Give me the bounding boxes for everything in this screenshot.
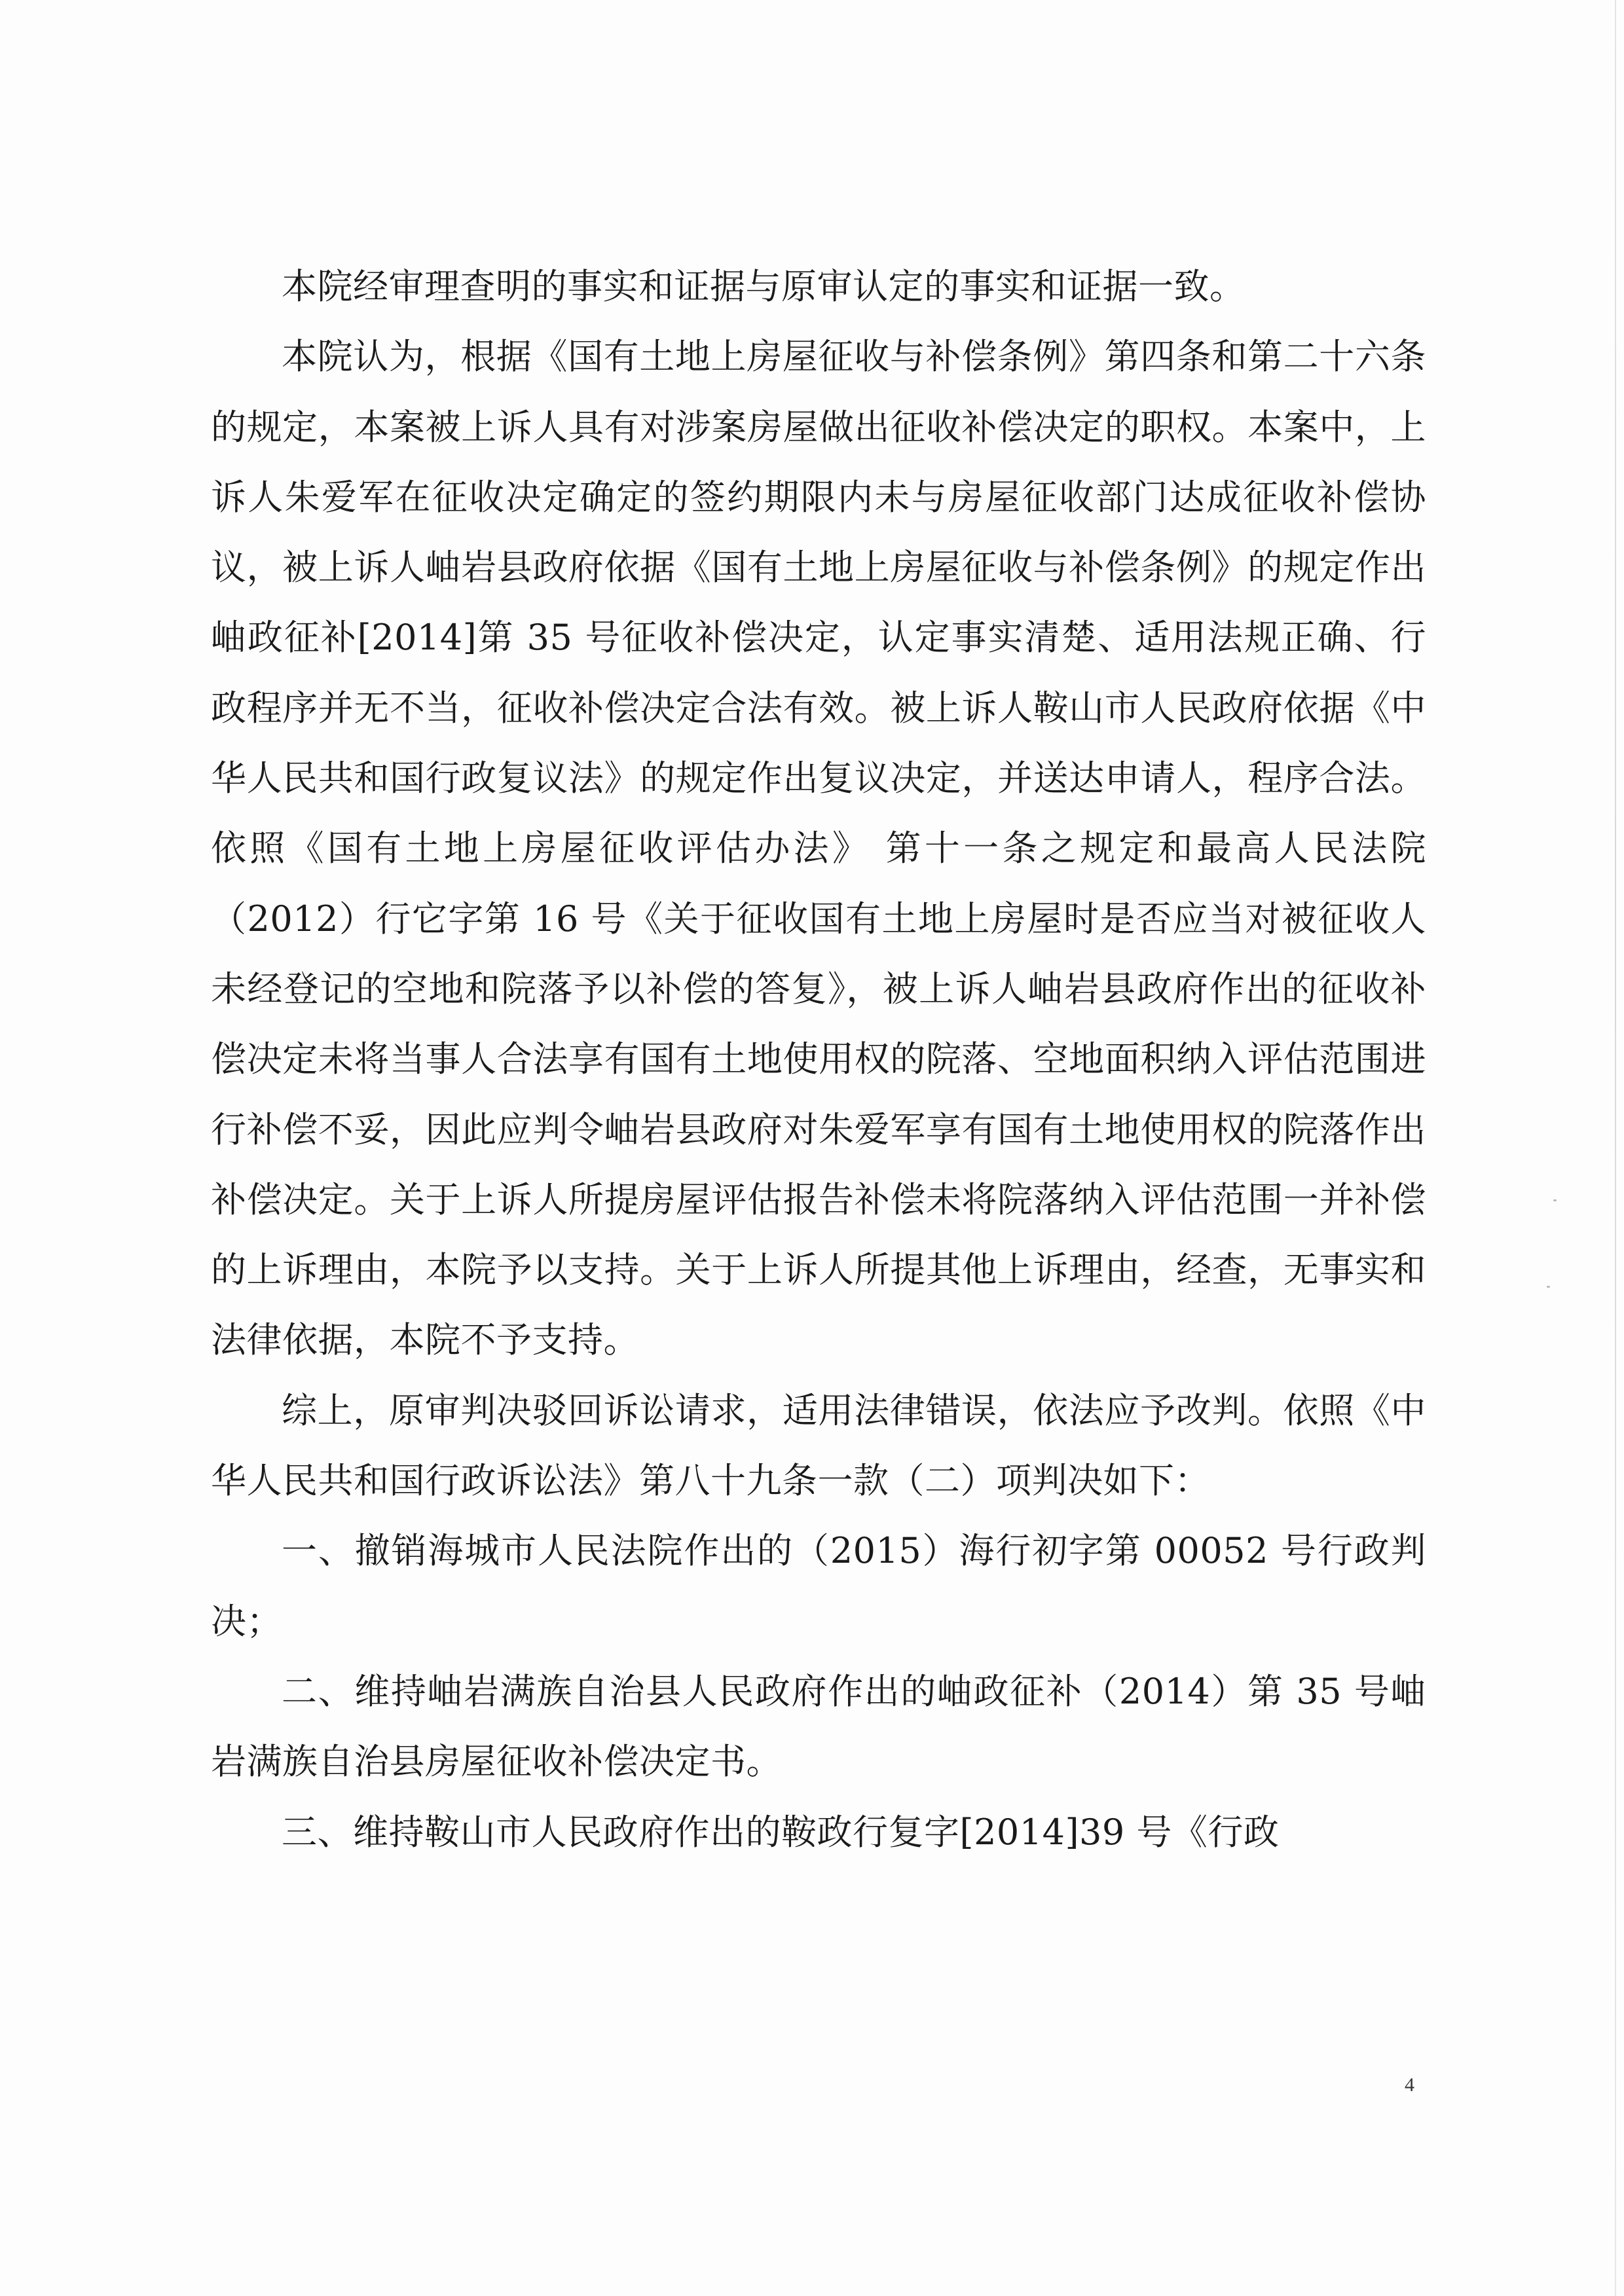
scan-speck: [1553, 1199, 1557, 1201]
paragraph-court-opinion: 本院认为，根据《国有土地上房屋征收与补偿条例》第四条和第二十六条的规定，本案被上诉人具有对涉案房屋做出征收补偿决定的职权。本案中，上诉人朱爱军在征收决定确定的签约期限内未与房屋征收部门达成征收补偿协议，被上诉人岫岩县政府依据《国有土地上房屋征收与补偿条例》的规定作出岫政征补[2014]第 35 号征收补偿决定，认定事实清楚、适用法规正确、行政程序并无不当，征收补偿决定合法有效。被上诉人鞍山市人民政府依据《中华人民共和国行政复议法》的规定作出复议决定，并送达申请人，程序合法。依照《国有土地上房屋征收评估办法》 第十一条之规定和最高人民法院（2012）行它字第 16 号《关于征收国有土地上房屋时是否应当对被征收人未经登记的空地和院落予以补偿的答复》，被上诉人岫岩县政府作出的征收补偿决定未将当事人合法享有国有土地使用权的院落、空地面积纳入评估范围进行补偿不妥，因此应判令岫岩县政府对朱爱军享有国有土地使用权的院落作出补偿决定。关于上诉人所提房屋评估报告补偿未将院落纳入评估范围一并补偿的上诉理由，本院予以支持。关于上诉人所提其他上诉理由，经查，无事实和法律依据，本院不予支持。: [211, 336, 1426, 1361]
judgment-item-1: 一、撤销海城市人民法院作出的（2015）海行初字第 00052 号行政判决；: [211, 1530, 1426, 1642]
scan-speck: [1547, 1286, 1550, 1288]
judgment-body: [211, 251, 1426, 1867]
paragraph-facts-consistent: 本院经审理查明的事实和证据与原审认定的事实和证据一致。: [282, 266, 1246, 307]
page-number: 4: [1405, 2074, 1414, 2096]
judgment-item-3: 三、维持鞍山市人民政府作出的鞍政行复字[2014]39 号《行政: [282, 1811, 1280, 1853]
judgment-item-2: 二、维持岫岩满族自治县人民政府作出的岫政征补（2014）第 35 号岫岩满族自治县房屋征收补偿决定书。: [211, 1670, 1426, 1783]
paragraph-conclusion: 综上，原审判决驳回诉讼请求，适用法律错误，依法应予改判。依照《中华人民共和国行政诉讼法》第八十九条一款（二）项判决如下：: [211, 1389, 1426, 1502]
scan-edge-shadow: [1615, 0, 1616, 2296]
